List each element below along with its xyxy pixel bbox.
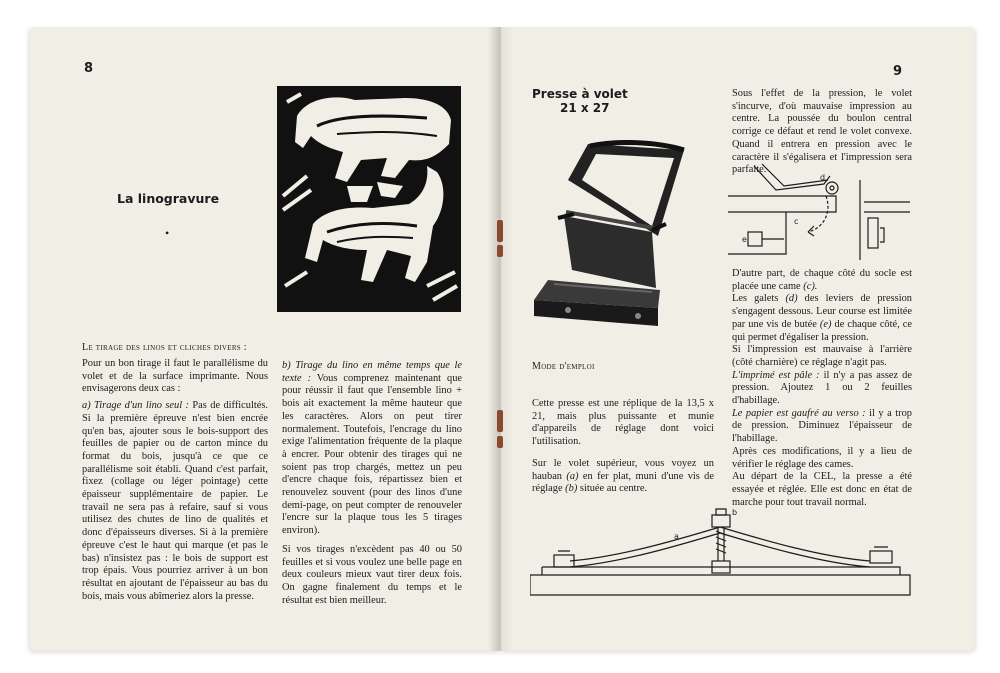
paragraph-text: Pas de difficultés. Si la première épreuve n'est bien encrée qu'en bas, ajouter sous le bois-support des feuilles de papier ou de carton mince du format du bois, jusqu'à ce que ce parallélisme soit établi. Quand c'est parfait, fixez (collage ou léger pointage) cette épaisseur supplémentaire de papier. Le travail ne sera pas à refaire, sauf si vous utilisez des chutes de lino de qualités et donc d'épaisseurs diverses. Si à la première épreuve c'est le haut qui marque (et pas le bas) n'insistez pas : le bois de support est trop épais. Vous pourriez arriver à un bon résultat en ajoutant de l'épaisseur au bas du bois, mais vous abîmeriez alors la presse. — [82, 400, 268, 602]
paragraph-label: a) Tirage d'un lino seul : — [82, 400, 189, 412]
section-heading-mode-emploi: Mode d'emploi — [532, 361, 595, 372]
paragraph: Sous l'effet de la pression, le volet s'incurve, d'où mauvaise impression au centre. La poussée du boulon central corrige ce défaut et rend le volet convexe. Quand il entrera en pression avec le caractère il s'égalisera et l'impression sera parfaite. — [732, 88, 912, 176]
diagram-label-a: a — [674, 532, 679, 541]
paragraph — [732, 268, 912, 293]
right-column-1 — [532, 398, 714, 500]
page-number-left: 8 — [84, 61, 94, 76]
hauban-diagram — [530, 505, 912, 597]
paragraph-label: b) Tirage du lino en même temps que le texte : — [282, 360, 462, 384]
paragraph — [282, 360, 462, 538]
bullet: • — [165, 226, 170, 240]
label-b: (b) — [565, 483, 578, 495]
press-photo — [528, 140, 696, 340]
paragraph-text: des leviers de pression s'engagent dessous. Leur course est limitée par une vis de butée — [732, 293, 912, 330]
paragraph: Après ces modifications, il y a lieu de vérifier le réglage des cames. — [732, 445, 912, 470]
staple-bottom-2 — [497, 436, 503, 448]
staple-bottom — [497, 410, 503, 432]
diagram-label-b: b — [732, 508, 738, 517]
left-column-1 — [82, 358, 268, 607]
label-e: (e) — [819, 318, 832, 330]
paragraph-label: L'imprimé est pâle : — [732, 369, 820, 381]
page-number-right: 9 — [893, 64, 903, 79]
page-title-presse: Presse à volet — [532, 87, 628, 101]
paragraph-text: de chaque côté, ce qui permet d'égaliser la pression. — [732, 318, 912, 343]
paragraph: Cette presse est une réplique de la 13,5 x 21, mais plus puissante et munie d'appareils de réglage dont voici l'utilisation. — [532, 398, 714, 448]
diagram-label-d: d — [820, 173, 826, 182]
label-d: (d) — [785, 293, 798, 305]
paragraph — [732, 293, 912, 344]
paragraph-text: Les galets — [732, 293, 786, 305]
paragraph-text: Sur le volet supérieur, vous voyez un hauban — [532, 457, 714, 482]
paragraph-label: Le papier est gaufré au verso : — [732, 407, 866, 419]
paragraph — [82, 400, 268, 603]
diagram-label-c: c — [794, 217, 799, 226]
staple-top — [497, 220, 503, 242]
cam-diagram — [728, 162, 918, 268]
paragraph-text: D'autre part, de chaque côté du socle est placée une came — [732, 268, 912, 292]
paragraph-text: il n'y a pas assez de pression. Ajoutez 1 ou 2 feuilles d'habillage. — [732, 369, 912, 407]
paragraph-text: Vous comprenez maintenant que pour réussir il faut que l'ensemble lino + bois ait exactement la même hauteur que les caractères. Alors on peut tirer normalement. Toutefois, l'encrage du lino exige l'alimentation fréquente de la plaque à encrer. Pour obtenir des tirages qui ne soient pas trop chargés, mettez un peu d'encre chaque fois, répartissez bien et renouvelez souvent (pour des linos d'une demi-page, on peut compter de renouveler l'encre sur la plaque tous les 5 tirages environ). — [282, 372, 462, 537]
right-column-2-bottom — [732, 268, 912, 509]
paragraph — [732, 408, 912, 446]
left-column-2 — [282, 360, 462, 611]
book-gutter — [488, 27, 514, 651]
diagram-label-e: e — [742, 235, 747, 244]
paragraph — [532, 458, 714, 496]
staple-top-2 — [497, 245, 503, 257]
section-heading-tirage: Le tirage des linos et cliches divers : — [82, 342, 247, 353]
paragraph-text: en fer plat, muni d'une vis de réglage — [532, 470, 714, 495]
label-c: (c). — [803, 280, 818, 292]
paragraph: Si l'impression est mauvaise à l'arrière (côté charnière) ce réglage n'agit pas. — [732, 344, 912, 368]
page-title-format: 21 x 27 — [560, 101, 610, 115]
paragraph: Pour un bon tirage il faut le parallélisme du volet et de la surface imprimante. Nous envisagerons deux cas : — [82, 358, 268, 395]
label-a: (a) — [566, 470, 579, 482]
paragraph-text: située au centre. — [577, 483, 648, 495]
page-title-linogravure: La linogravure — [117, 191, 220, 206]
paragraph-text: il y a trop de pression. Diminuez l'épaisseur de l'habillage. — [732, 407, 912, 445]
paragraph: Au départ de la CEL, la presse a été essayée et réglée. Elle est donc en état de marche pour tout travail normal. — [732, 471, 912, 508]
paragraph — [732, 370, 912, 408]
linocut-illustration — [277, 86, 461, 312]
paragraph: Si vos tirages n'excèdent pas 40 ou 50 feuilles et si vous voulez une belle page en deux couleurs mieux vaut tirer deux fois. On gagne finalement du temps et le résultat est bien meilleur. — [282, 543, 462, 606]
